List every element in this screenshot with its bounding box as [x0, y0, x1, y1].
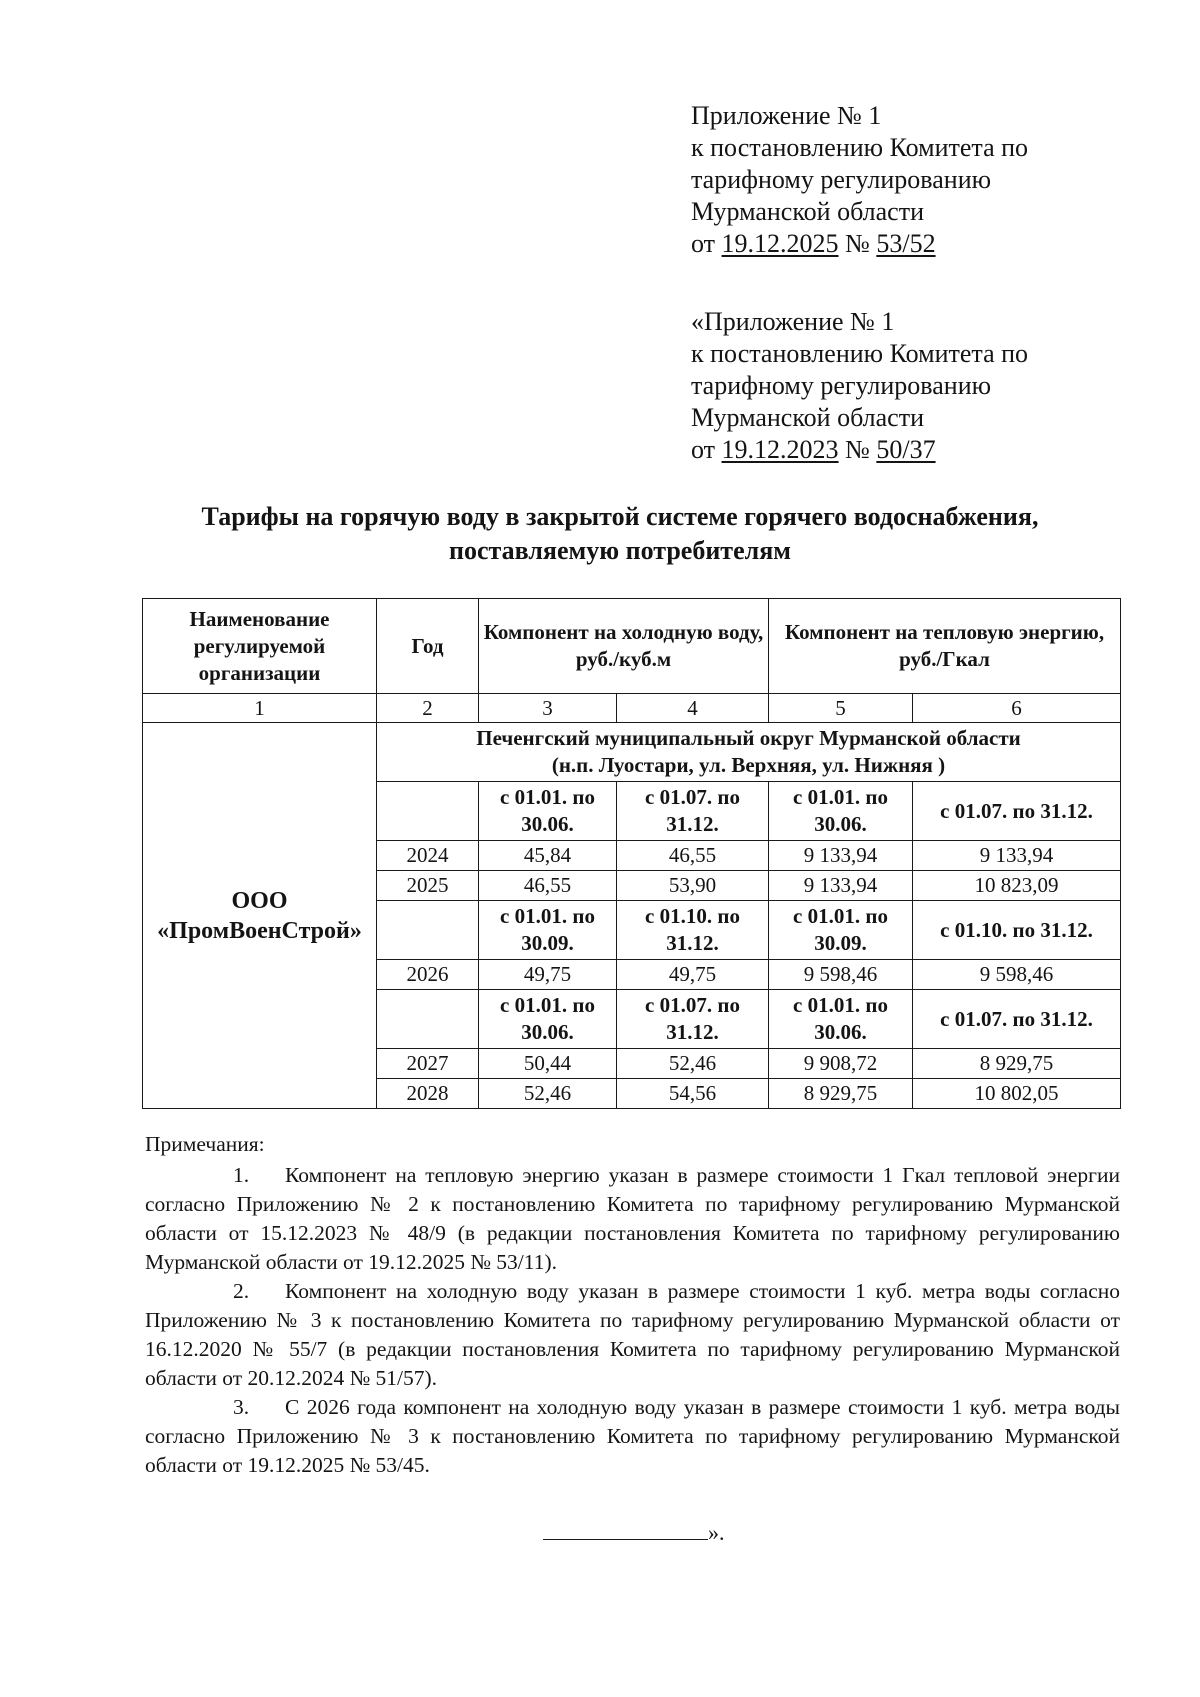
value-cell: 9 908,72 [769, 1049, 913, 1079]
period-cell: с 01.07. по 31.12. [617, 990, 769, 1049]
year-cell: 2024 [377, 841, 479, 871]
title-line-2: поставляемую потребителям [449, 536, 791, 565]
value-cell: 9 598,46 [913, 960, 1121, 990]
note-item [145, 1393, 1120, 1480]
header-line: к постановлению Комитета по [691, 133, 1029, 162]
header-heat-energy: Компонент на тепловую энергию, руб./Гкал [769, 599, 1121, 694]
value-cell: 54,56 [617, 1079, 769, 1109]
value-cell: 45,84 [479, 841, 617, 871]
value-cell: 8 929,75 [769, 1079, 913, 1109]
number-prefix: № [845, 229, 870, 258]
period-cell: с 01.10. по 31.12. [913, 901, 1121, 960]
appendix-header-original [691, 306, 1171, 466]
note-item [145, 1161, 1120, 1277]
header-line: Мурманской области [691, 403, 924, 432]
header-date-line [691, 228, 1171, 260]
appendix-header-current [691, 100, 1171, 260]
document-title [140, 500, 1100, 568]
col-number: 3 [479, 694, 617, 723]
date-prefix: от [691, 229, 716, 258]
year-cell: 2025 [377, 871, 479, 901]
period-cell: с 01.01. по 30.09. [769, 901, 913, 960]
date-prefix: от [691, 435, 716, 464]
value-cell: 52,46 [617, 1049, 769, 1079]
region-line-2: (н.п. Луостари, ул. Верхняя, ул. Нижняя ) [551, 753, 946, 777]
empty-cell [377, 990, 479, 1049]
col-number: 6 [913, 694, 1121, 723]
region-name [377, 723, 1121, 782]
value-cell: 9 133,94 [769, 841, 913, 871]
title-line-1: Тарифы на горячую воду в закрытой системе горячего водоснабжения, [201, 502, 1039, 531]
value-cell: 46,55 [617, 841, 769, 871]
header-line: тарифному регулированию [691, 165, 992, 194]
closing-quote: ». [708, 1520, 725, 1545]
note-text: Компонент на тепловую энергию указан в размере стоимости 1 Гкал тепловой энергии согласно Приложению № 2 к постановлению Комитета по тарифному регулированию Мурманской области от 15.12.2023 № 48/9 (в редакции постановления Комитета по тарифному регулированию Мурманской области от 19.12.2025 № 53/11). [145, 1163, 1120, 1274]
value-cell: 50,44 [479, 1049, 617, 1079]
col-number: 1 [143, 694, 377, 723]
column-number-row [143, 694, 1121, 723]
year-cell: 2028 [377, 1079, 479, 1109]
note-number: 3. [233, 1395, 250, 1419]
period-cell: с 01.01. по 30.06. [479, 990, 617, 1049]
region-row [143, 723, 1121, 782]
header-line: Приложение № 1 [691, 101, 882, 130]
note-number: 2. [233, 1279, 250, 1303]
period-cell: с 01.01. по 30.06. [769, 782, 913, 841]
decree-number: 50/37 [876, 435, 936, 464]
tariff-table [142, 598, 1121, 1109]
value-cell: 52,46 [479, 1079, 617, 1109]
period-cell: с 01.07. по 31.12. [913, 782, 1121, 841]
empty-cell [377, 782, 479, 841]
notes-section [145, 1130, 1120, 1480]
decree-date: 19.12.2023 [721, 435, 839, 464]
note-text: Компонент на холодную воду указан в размере стоимости 1 куб. метра воды согласно Приложению № 3 к постановлению Комитета по тарифному регулированию Мурманской области от 16.12.2020 № 55/7 (в редакции постановления Комитета по тарифному регулированию Мурманской области от 20.12.2024 № 51/57). [145, 1279, 1120, 1390]
value-cell: 9 598,46 [769, 960, 913, 990]
header-year: Год [377, 599, 479, 694]
note-text: С 2026 года компонент на холодную воду указан в размере стоимости 1 куб. метра воды согласно Приложению № 3 к постановлению Комитета по тарифному регулированию Мурманской области от 19.12.2025 № 53/45. [145, 1395, 1120, 1477]
empty-cell [377, 901, 479, 960]
period-cell: с 01.01. по 30.09. [479, 901, 617, 960]
header-date-line [691, 434, 1171, 466]
year-cell: 2027 [377, 1049, 479, 1079]
col-number: 2 [377, 694, 479, 723]
col-number: 5 [769, 694, 913, 723]
period-cell: с 01.10. по 31.12. [617, 901, 769, 960]
header-cold-water: Компонент на холодную воду, руб./куб.м [479, 599, 769, 694]
number-prefix: № [845, 435, 870, 464]
value-cell: 49,75 [617, 960, 769, 990]
value-cell: 53,90 [617, 871, 769, 901]
header-line: Мурманской области [691, 197, 924, 226]
closing-mark [543, 1520, 725, 1546]
value-cell: 10 802,05 [913, 1079, 1121, 1109]
col-number: 4 [617, 694, 769, 723]
region-line-1: Печенгский муниципальный округ Мурманской области [476, 726, 1021, 750]
header-org: Наименование регулируемой организации [143, 599, 377, 694]
header-line: к постановлению Комитета по [691, 339, 1029, 368]
value-cell: 9 133,94 [769, 871, 913, 901]
year-cell: 2026 [377, 960, 479, 990]
period-cell: с 01.01. по 30.06. [479, 782, 617, 841]
value-cell: 46,55 [479, 871, 617, 901]
value-cell: 49,75 [479, 960, 617, 990]
header-line: «Приложение № 1 [691, 307, 895, 336]
value-cell: 9 133,94 [913, 841, 1121, 871]
period-cell: с 01.01. по 30.06. [769, 990, 913, 1049]
header-line: тарифному регулированию [691, 371, 992, 400]
table-header-row [143, 599, 1121, 694]
decree-date: 19.12.2025 [721, 229, 839, 258]
organization-name: ООО «ПромВоенСтрой» [143, 723, 377, 1109]
note-item [145, 1277, 1120, 1393]
value-cell: 8 929,75 [913, 1049, 1121, 1079]
value-cell: 10 823,09 [913, 871, 1121, 901]
decree-number: 53/52 [876, 229, 936, 258]
signature-line [543, 1521, 708, 1540]
notes-title: Примечания: [145, 1132, 265, 1156]
note-number: 1. [233, 1163, 250, 1187]
period-cell: с 01.07. по 31.12. [913, 990, 1121, 1049]
period-cell: с 01.07. по 31.12. [617, 782, 769, 841]
